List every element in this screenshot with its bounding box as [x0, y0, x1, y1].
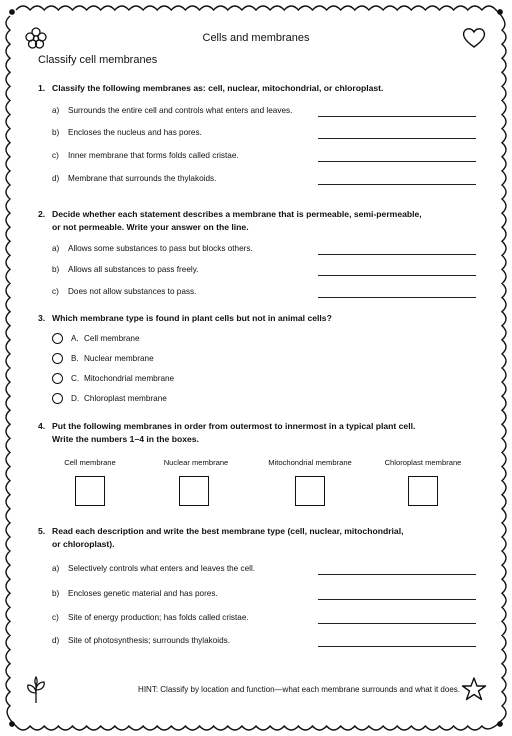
option-text: Chloroplast membrane	[84, 394, 167, 403]
q5-item-c	[52, 613, 472, 622]
option-text: Nuclear membrane	[84, 354, 154, 363]
item-letter: c)	[52, 287, 59, 296]
question-text: Put the following membranes in order from outermost to innermost in a typical plant cell.	[52, 421, 416, 431]
question-text: Which membrane type is found in plant cells but not in animal cells?	[52, 313, 332, 323]
question-number: 3.	[38, 313, 46, 323]
item-text: Does not allow substances to pass.	[68, 287, 197, 296]
item-text: Membrane that surrounds the thylakoids.	[68, 174, 217, 183]
question-number: 5.	[38, 526, 46, 536]
option-letter: B.	[71, 354, 79, 363]
option-text: Cell membrane	[84, 334, 140, 343]
answer-line[interactable]	[318, 599, 476, 600]
item-text: Allows some substances to pass but blocks others.	[68, 244, 253, 253]
question-text-continued: or chloroplast).	[52, 539, 115, 549]
answer-line[interactable]	[318, 161, 476, 162]
question-text: Classify the following membranes as: cell, nuclear, mitochondrial, or chloroplast.	[52, 83, 384, 93]
question-number: 1.	[38, 83, 46, 93]
answer-line[interactable]	[318, 254, 476, 255]
q1-item-d	[52, 174, 472, 183]
item-text: Site of photosynthesis; surrounds thylakoids.	[68, 636, 231, 645]
item-letter: d)	[52, 174, 60, 183]
item-letter: c)	[52, 613, 59, 622]
question-number: 2.	[38, 209, 46, 219]
item-text: Site of energy production; has folds called cristae.	[68, 613, 249, 622]
worksheet-subtitle: Classify cell membranes	[38, 54, 158, 66]
answer-line[interactable]	[318, 275, 476, 276]
corner-dot	[10, 10, 14, 14]
question-text-continued: Write the numbers 1–4 in the boxes.	[52, 434, 199, 444]
option-letter: A.	[71, 334, 79, 343]
option-c[interactable]	[52, 373, 174, 384]
option-letter: D.	[71, 394, 80, 403]
item-text: Encloses genetic material and has pores.	[68, 589, 218, 598]
question-number: 4.	[38, 421, 46, 431]
order-box-mitochondrial[interactable]	[295, 476, 325, 506]
item-letter: a)	[52, 244, 60, 253]
question-4	[38, 420, 468, 446]
q2-item-c	[52, 287, 472, 296]
radio-button[interactable]	[52, 373, 63, 384]
question-5	[38, 525, 468, 551]
q1-item-b	[52, 128, 472, 137]
q5-item-a	[52, 564, 472, 573]
option-a[interactable]	[52, 333, 140, 344]
item-text: Encloses the nucleus and has pores.	[68, 128, 202, 137]
option-b[interactable]	[52, 353, 154, 364]
order-box-chloroplast[interactable]	[408, 476, 438, 506]
answer-line[interactable]	[318, 623, 476, 624]
membrane-label-nuclear: Nuclear membrane	[163, 458, 229, 467]
corner-dot	[498, 722, 502, 726]
q2-item-a	[52, 244, 472, 253]
item-text: Inner membrane that forms folds called cristae.	[68, 151, 239, 160]
q1-item-c	[52, 151, 472, 160]
radio-button[interactable]	[52, 393, 63, 404]
item-letter: a)	[52, 106, 60, 115]
corner-dot	[10, 722, 14, 726]
answer-line[interactable]	[318, 574, 476, 575]
option-text: Mitochondrial membrane	[84, 374, 175, 383]
item-letter: a)	[52, 564, 60, 573]
item-letter: c)	[52, 151, 59, 160]
item-letter: d)	[52, 636, 60, 645]
answer-line[interactable]	[318, 646, 476, 647]
option-letter: C.	[71, 374, 80, 383]
question-1	[38, 82, 468, 95]
radio-button[interactable]	[52, 353, 63, 364]
option-d[interactable]	[52, 393, 167, 404]
q1-item-a	[52, 106, 472, 115]
radio-button[interactable]	[52, 333, 63, 344]
item-letter: b)	[52, 265, 60, 274]
answer-line[interactable]	[318, 297, 476, 298]
question-2	[38, 208, 468, 234]
corner-dot	[498, 10, 502, 14]
item-letter: b)	[52, 589, 60, 598]
membrane-label-mitochondrial: Mitochondrial membrane	[268, 458, 352, 467]
membrane-label-chloroplast: Chloroplast membrane	[384, 458, 462, 467]
membrane-label-cell: Cell membrane	[64, 458, 116, 467]
question-3	[38, 312, 468, 325]
answer-line[interactable]	[318, 116, 476, 117]
answer-line[interactable]	[318, 184, 476, 185]
page-title: Cells and membranes	[202, 32, 310, 44]
star-icon	[461, 676, 487, 702]
item-text: Allows all substances to pass freely.	[68, 265, 199, 274]
question-text: Read each description and write the best membrane type (cell, nuclear, mitochondrial,	[52, 526, 404, 536]
question-text: Decide whether each statement describes a membrane that is permeable, semi-permeable,	[52, 209, 422, 219]
item-text: Selectively controls what enters and leaves the cell.	[68, 564, 256, 573]
answer-line[interactable]	[318, 138, 476, 139]
order-box-nuclear[interactable]	[179, 476, 209, 506]
q2-item-b	[52, 265, 472, 274]
sprout-icon	[25, 676, 47, 704]
order-box-cell[interactable]	[75, 476, 105, 506]
item-text: Surrounds the entire cell and controls what enters and leaves.	[68, 106, 293, 115]
hint-text: HINT: Classify by location and function—what each membrane surrounds and what it does.	[138, 685, 460, 694]
q5-item-b	[52, 589, 472, 598]
item-letter: b)	[52, 128, 60, 137]
question-text-continued: or not permeable. Write your answer on the line.	[52, 222, 249, 232]
q5-item-d	[52, 636, 472, 645]
